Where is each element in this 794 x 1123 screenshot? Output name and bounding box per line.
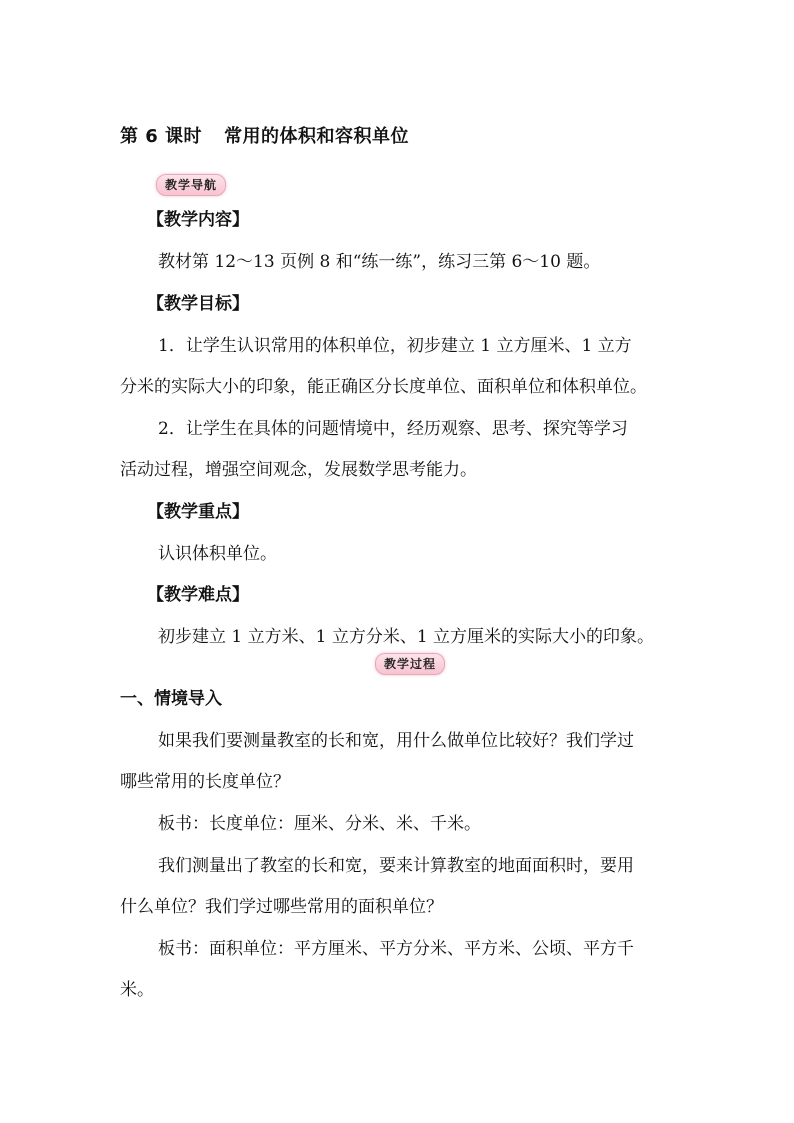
content-heading: 【教学内容】 xyxy=(147,210,249,230)
difficult-heading: 【教学难点】 xyxy=(147,585,249,605)
p4-line2: 米。 xyxy=(120,980,154,1000)
teaching-guide-badge: 教学导航 xyxy=(156,174,226,196)
goal2-line2: 活动过程，增强空间观念，发展数学思考能力。 xyxy=(120,460,477,480)
p1-line2: 哪些常用的长度单位？ xyxy=(120,772,290,792)
lesson-name: 常用的体积和容积单位 xyxy=(224,126,410,147)
goal1-line1: 1．让学生认识常用的体积单位，初步建立 1 立方厘米、1 立方 xyxy=(158,336,632,356)
goals-heading: 【教学目标】 xyxy=(147,294,249,314)
p4-line1: 板书：面积单位：平方厘米、平方分米、平方米、公顷、平方千 xyxy=(158,939,634,959)
p3-line1: 我们测量出了教室的长和宽，要来计算教室的地面面积时，要用 xyxy=(158,856,634,876)
teaching-process-badge: 教学过程 xyxy=(375,653,445,675)
goal2-line1: 2．让学生在具体的问题情境中，经历观察、思考、探究等学习 xyxy=(158,419,628,439)
key-text: 认识体积单位。 xyxy=(158,544,277,564)
content-text: 教材第 12～13 页例 8 和“练一练”，练习三第 6～10 题。 xyxy=(158,252,601,272)
key-heading: 【教学重点】 xyxy=(147,502,249,522)
lesson-title xyxy=(120,122,409,148)
lesson-number: 第 6 课时 xyxy=(120,126,203,147)
intro-heading: 一、情境导入 xyxy=(120,689,222,709)
goal1-line2: 分米的实际大小的印象，能正确区分长度单位、面积单位和体积单位。 xyxy=(120,377,647,397)
p2-text: 板书：长度单位：厘米、分米、米、千米。 xyxy=(158,814,481,834)
p1-line1: 如果我们要测量教室的长和宽，用什么做单位比较好？我们学过 xyxy=(158,731,634,751)
difficult-text: 初步建立 1 立方米、1 立方分米、1 立方厘米的实际大小的印象。 xyxy=(158,627,655,647)
p3-line2: 什么单位？我们学过哪些常用的面积单位？ xyxy=(120,897,443,917)
